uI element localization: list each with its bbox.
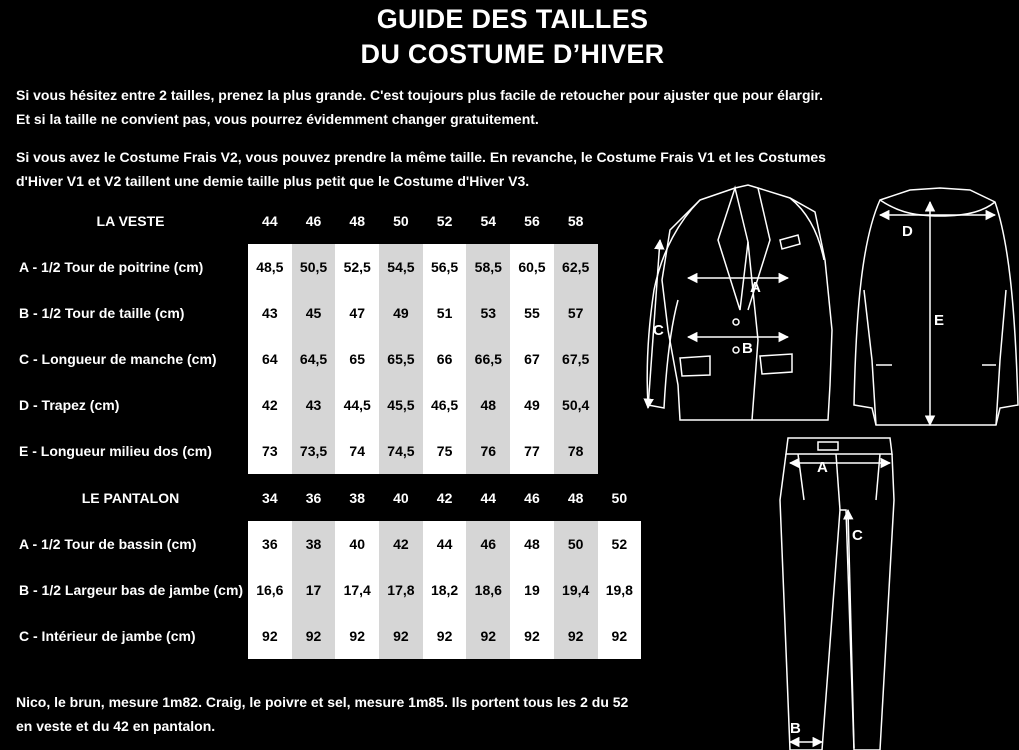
pantalon-size-header: 48 bbox=[567, 490, 584, 506]
jacket-back-label-e: E bbox=[934, 312, 945, 329]
footer-line-1: Nico, le brun, mesure 1m82. Craig, le poivre et sel, mesure 1m85. Ils portent tous les 2 du 52 bbox=[16, 694, 629, 710]
table-row bbox=[13, 382, 598, 428]
veste-size-value: 64,5 bbox=[292, 336, 336, 382]
pantalon-size-value: 40 bbox=[335, 521, 379, 567]
table-row bbox=[13, 244, 598, 290]
veste-size-value: 66 bbox=[423, 336, 467, 382]
veste-size-value: 76 bbox=[466, 428, 510, 474]
pantalon-row-label: C - Intérieur de jambe (cm) bbox=[19, 628, 196, 644]
veste-size-value: 45 bbox=[292, 290, 336, 336]
veste-size-header: 46 bbox=[305, 213, 322, 229]
pantalon-size-header: 34 bbox=[262, 490, 278, 506]
veste-size-value: 42 bbox=[248, 382, 292, 428]
pantalon-size-header: 44 bbox=[480, 490, 497, 506]
trousers-drawing bbox=[780, 438, 894, 750]
veste-size-header: 50 bbox=[393, 213, 409, 229]
pantalon-size-value: 92 bbox=[248, 613, 292, 659]
veste-size-value: 74,5 bbox=[379, 428, 423, 474]
pantalon-size-value: 19,8 bbox=[598, 567, 642, 613]
pantalon-size-value: 92 bbox=[292, 613, 336, 659]
trousers-label-b: B bbox=[790, 720, 801, 737]
veste-size-header: 54 bbox=[480, 213, 497, 229]
veste-size-value: 54,5 bbox=[379, 244, 423, 290]
veste-size-value: 60,5 bbox=[510, 244, 554, 290]
trousers-label-c: C bbox=[852, 527, 863, 544]
veste-row-label: E - Longueur milieu dos (cm) bbox=[19, 443, 212, 459]
pantalon-size-value: 52 bbox=[598, 521, 642, 567]
veste-size-value: 66,5 bbox=[466, 336, 510, 382]
pantalon-size-value: 19,4 bbox=[554, 567, 598, 613]
veste-row-label: C - Longueur de manche (cm) bbox=[19, 351, 217, 367]
pantalon-size-value: 92 bbox=[598, 613, 642, 659]
pantalon-size-value: 92 bbox=[423, 613, 467, 659]
veste-size-value: 53 bbox=[466, 290, 510, 336]
pantalon-size-value: 42 bbox=[379, 521, 423, 567]
pantalon-size-value: 18,2 bbox=[423, 567, 467, 613]
veste-row-label: B - 1/2 Tour de taille (cm) bbox=[19, 305, 185, 321]
veste-size-value: 77 bbox=[510, 428, 554, 474]
footer-note bbox=[16, 690, 696, 738]
veste-size-value: 62,5 bbox=[554, 244, 598, 290]
veste-size-value: 73,5 bbox=[292, 428, 336, 474]
veste-size-value: 43 bbox=[292, 382, 336, 428]
jacket-label-b: B bbox=[742, 340, 753, 357]
pantalon-size-header: 46 bbox=[524, 490, 540, 506]
jacket-label-c: C bbox=[653, 322, 664, 339]
pantalon-size-value: 17,8 bbox=[379, 567, 423, 613]
veste-size-value: 51 bbox=[423, 290, 467, 336]
intro-paragraph-1 bbox=[16, 83, 876, 131]
suit-measurement-illustration bbox=[640, 180, 1019, 750]
veste-size-header: 58 bbox=[567, 213, 584, 229]
title-line-1: GUIDE DES TAILLES bbox=[376, 4, 649, 34]
veste-size-header: 56 bbox=[524, 213, 540, 229]
pantalon-row-label: A - 1/2 Tour de bassin (cm) bbox=[19, 536, 197, 552]
table-row bbox=[13, 428, 598, 474]
pantalon-size-value: 50 bbox=[554, 521, 598, 567]
veste-size-value: 50,5 bbox=[292, 244, 336, 290]
veste-size-header: 52 bbox=[436, 213, 453, 229]
veste-header-label: LA VESTE bbox=[96, 213, 165, 229]
intro-line-4: d'Hiver V1 et V2 taillent une demie taille plus petit que le Costume d'Hiver V3. bbox=[16, 173, 530, 189]
jacket-label-a: A bbox=[750, 279, 761, 296]
veste-size-value: 78 bbox=[554, 428, 598, 474]
intro-line-2: Et si la taille ne convient pas, vous pourrez évidemment changer gratuitement. bbox=[16, 111, 539, 127]
pantalon-size-value: 18,6 bbox=[466, 567, 510, 613]
pantalon-size-value: 38 bbox=[292, 521, 336, 567]
veste-size-value: 49 bbox=[379, 290, 423, 336]
veste-size-header: 44 bbox=[262, 213, 278, 229]
pantalon-size-value: 36 bbox=[248, 521, 292, 567]
jacket-back-label-d: D bbox=[902, 223, 913, 240]
pantalon-size-value: 46 bbox=[466, 521, 510, 567]
veste-size-value: 65,5 bbox=[379, 336, 423, 382]
pantalon-size-header: 50 bbox=[611, 490, 628, 506]
veste-size-value: 58,5 bbox=[466, 244, 510, 290]
veste-size-value: 67,5 bbox=[554, 336, 598, 382]
pantalon-size-value: 92 bbox=[335, 613, 379, 659]
veste-size-value: 67 bbox=[510, 336, 554, 382]
pantalon-size-value: 92 bbox=[379, 613, 423, 659]
pantalon-size-value: 48 bbox=[510, 521, 554, 567]
veste-size-header: 48 bbox=[349, 213, 365, 229]
veste-row-label: D - Trapez (cm) bbox=[19, 397, 120, 413]
pantalon-size-value: 16,6 bbox=[248, 567, 292, 613]
veste-size-value: 50,4 bbox=[554, 382, 598, 428]
veste-size-value: 47 bbox=[335, 290, 379, 336]
veste-size-value: 55 bbox=[510, 290, 554, 336]
footer-line-2: en veste et du 42 en pantalon. bbox=[16, 718, 216, 734]
veste-size-value: 75 bbox=[423, 428, 467, 474]
veste-size-value: 43 bbox=[248, 290, 292, 336]
veste-row-label: A - 1/2 Tour de poitrine (cm) bbox=[19, 259, 204, 275]
veste-size-value: 45,5 bbox=[379, 382, 423, 428]
pantalon-header-row bbox=[13, 475, 641, 521]
veste-size-value: 49 bbox=[510, 382, 554, 428]
pantalon-size-value: 44 bbox=[423, 521, 467, 567]
veste-size-value: 44,5 bbox=[335, 382, 379, 428]
table-row bbox=[13, 613, 641, 659]
veste-size-value: 73 bbox=[248, 428, 292, 474]
table-row bbox=[13, 567, 641, 613]
pantalon-size-value: 92 bbox=[466, 613, 510, 659]
pantalon-size-header: 38 bbox=[349, 490, 365, 506]
veste-header-row bbox=[13, 198, 598, 244]
veste-size-value: 64 bbox=[248, 336, 292, 382]
intro-line-3: Si vous avez le Costume Frais V2, vous pouvez prendre la même taille. En revanche, le Costume Frais V1 et les Costumes bbox=[16, 149, 826, 165]
table-row bbox=[13, 290, 598, 336]
veste-size-table bbox=[13, 198, 598, 474]
veste-size-value: 65 bbox=[335, 336, 379, 382]
title-line-2: DU COSTUME D’HIVER bbox=[360, 39, 665, 69]
pantalon-size-value: 19 bbox=[510, 567, 554, 613]
pantalon-size-header: 42 bbox=[436, 490, 453, 506]
pantalon-size-value: 92 bbox=[554, 613, 598, 659]
intro-line-1: Si vous hésitez entre 2 tailles, prenez la plus grande. C'est toujours plus facile de retoucher pour ajuster que pour élargir. bbox=[16, 87, 823, 103]
pantalon-size-value: 17,4 bbox=[335, 567, 379, 613]
table-row bbox=[13, 521, 641, 567]
pantalon-row-label: B - 1/2 Largeur bas de jambe (cm) bbox=[19, 582, 244, 598]
veste-size-value: 48 bbox=[466, 382, 510, 428]
pantalon-size-table bbox=[13, 475, 641, 659]
pantalon-size-value: 17 bbox=[292, 567, 336, 613]
jacket-front-drawing bbox=[647, 185, 832, 420]
veste-size-value: 56,5 bbox=[423, 244, 467, 290]
veste-size-value: 57 bbox=[554, 290, 598, 336]
veste-size-value: 52,5 bbox=[335, 244, 379, 290]
pantalon-header-label: LE PANTALON bbox=[81, 490, 180, 506]
pantalon-size-header: 40 bbox=[393, 490, 409, 506]
pantalon-size-value: 92 bbox=[510, 613, 554, 659]
jacket-back-drawing bbox=[854, 188, 1018, 425]
table-row bbox=[13, 336, 598, 382]
pantalon-size-header: 36 bbox=[305, 490, 322, 506]
veste-size-value: 74 bbox=[335, 428, 379, 474]
trousers-label-a: A bbox=[817, 459, 828, 476]
veste-size-value: 48,5 bbox=[248, 244, 292, 290]
veste-size-value: 46,5 bbox=[423, 382, 467, 428]
